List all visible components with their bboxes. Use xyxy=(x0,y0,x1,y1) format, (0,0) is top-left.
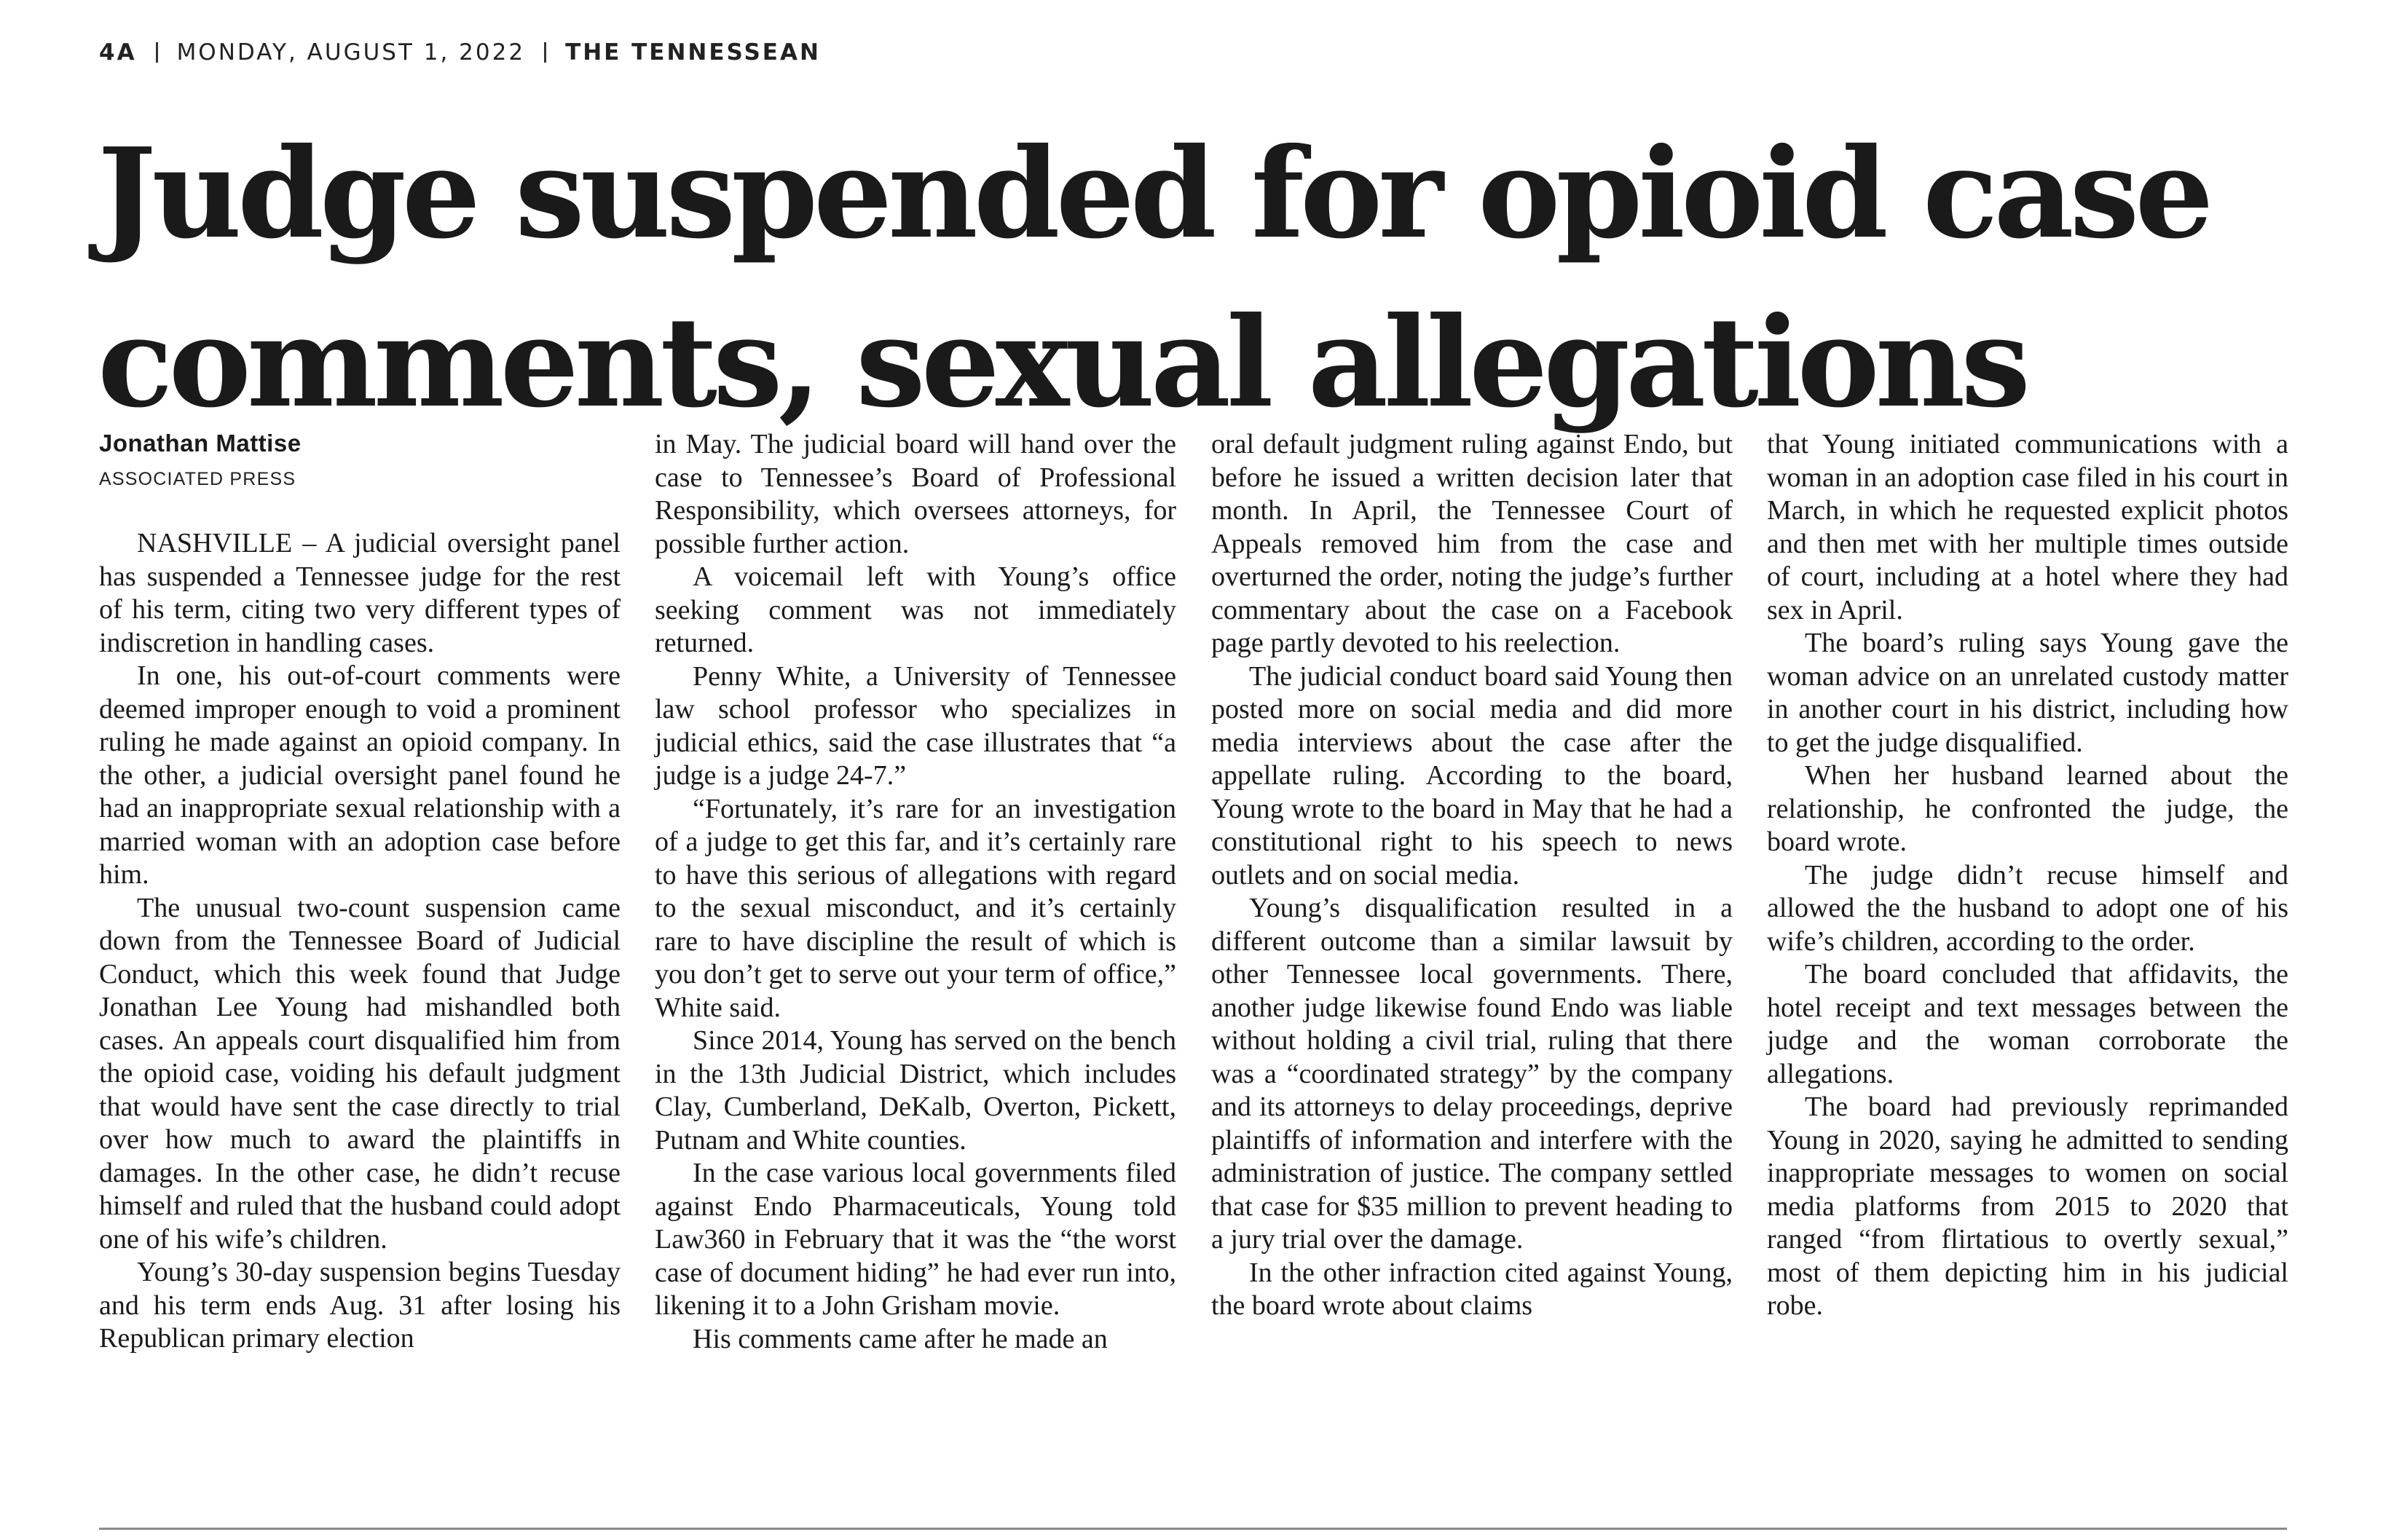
article-paragraph: The judge didn’t recuse himself and allowed the the husband to adopt one of his wife’s children, according to the order. xyxy=(1767,859,2288,957)
page-folio xyxy=(99,36,821,68)
article-paragraph: The board had previously reprimanded Young in 2020, saying he admitted to sending inappropriate messages to women on social media platforms from 2015 to 2020 that ranged “from flirtatious to overtly sexual,” most of them depicting him in his judicial robe. xyxy=(1767,1091,2288,1321)
article-column-1 xyxy=(99,527,621,1356)
article-paragraph: In the other infraction cited against Young, the board wrote about claims xyxy=(1211,1257,1733,1321)
article-paragraph: oral default judgment ruling against Endo, but before he issued a written decision later that month. In April, the Tennessee Court of Appeals removed him from the case and overturned the order, noting the judge’s further commentary about the case on a Facebook page partly devoted to his reelection. xyxy=(1211,429,1733,658)
folio-divider xyxy=(544,42,546,63)
headline-line: Judge suspended for opioid case xyxy=(98,121,2210,266)
article-paragraph: Young’s 30-day suspension begins Tuesday and his term ends Aug. 31 after losing his Republican primary election xyxy=(99,1257,621,1354)
article-paragraph: The board’s ruling says Young gave the woman advice on an unrelated custody matter in another court in his district, including how to get the judge disqualified. xyxy=(1767,628,2288,758)
newspaper-name: THE TENNESSEAN xyxy=(565,39,821,66)
article-column-2 xyxy=(655,428,1176,1356)
article-paragraph: Since 2014, Young has served on the bench in the 13th Judicial District, which includes Clay, Cumberland, DeKalb, Overton, Pickett, Putnam and White counties. xyxy=(655,1025,1176,1156)
article-paragraph: that Young initiated communications with a woman in an adoption case filed in his court in March, in which he requested explicit photos and then met with her multiple times outside of court, including at a hotel where they had sex in April. xyxy=(1767,429,2288,625)
byline-author: Jonathan Mattise xyxy=(99,430,302,457)
article-paragraph: In one, his out-of-court comments were deemed improper enough to void a prominent ruling he made against an opioid company. In the other, a judicial oversight panel found he had an inappropriate sexual relationship with a married woman with an adoption case before him. xyxy=(99,660,621,890)
article-paragraph: His comments came after he made an xyxy=(693,1323,1108,1354)
folio-divider xyxy=(156,42,158,63)
article-paragraph: A voicemail left with Young’s office seeking comment was not immediately returned. xyxy=(655,561,1176,658)
article-column-4 xyxy=(1767,428,2288,1323)
article-paragraph: NASHVILLE – A judicial oversight panel has suspended a Tennessee judge for the rest of his term, citing two very different types of indiscretion in handling cases. xyxy=(99,528,621,658)
article-paragraph: Young’s disqualification resulted in a different outcome than a similar lawsuit by other Tennessee local governments. There, another judge likewise found Endo was liable without holding a civil trial, ruling that there was a “coordinated strategy” by the company and its attorneys to delay proceedings, deprive plaintiffs of information and interfere with the administration of justice. The company settled that case for $35 million to prevent heading to a jury trial over the damage. xyxy=(1211,893,1733,1255)
article-paragraph: Penny White, a University of Tennessee law school professor who specializes in judicial ethics, said the case illustrates that “a judge is a judge 24-7.” xyxy=(655,660,1176,791)
byline-organization: ASSOCIATED PRESS xyxy=(99,469,296,489)
headline-line: comments, sexual allegations xyxy=(98,290,2027,435)
article-paragraph: “Fortunately, it’s rare for an investigation of a judge to get this far, and it’s certainly rare to have this serious of allegations with regard to the sexual misconduct, and it’s certainly rare to have discipline the result of which is you don’t get to serve out your term of office,” White said. xyxy=(655,793,1176,1023)
article-paragraph: The board concluded that affidavits, the hotel receipt and text messages between the judge and the woman corroborate the allegations. xyxy=(1767,959,2288,1089)
article-column-3 xyxy=(1211,428,1733,1323)
article-paragraph: In the case various local governments filed against Endo Pharmaceuticals, Young told Law360 in February that it was the “the worst case of document hiding” he had ever run into, likening it to a John Grisham movie. xyxy=(655,1158,1176,1321)
article-paragraph: The unusual two-count suspension came down from the Tennessee Board of Judicial Conduct, which this week found that Judge Jonathan Lee Young had mishandled both cases. An appeals court disqualified him from the opioid case, voiding his default judgment that would have sent the case directly to trial over how much to award the plaintiffs in damages. In the other case, he didn’t recuse himself and ruled that the husband could adopt one of his wife’s children. xyxy=(99,892,621,1255)
article-paragraph: The judicial conduct board said Young then posted more on social media and did more media interviews about the case after the appellate ruling. According to the board, Young wrote to the board in May that he had a constitutional right to his speech to news outlets and on social media. xyxy=(1211,660,1733,891)
page-number: 4A xyxy=(99,39,137,66)
article-headline xyxy=(98,109,2355,447)
article-paragraph: in May. The judicial board will hand over the case to Tennessee’s Board of Professional Responsibility, which oversees attorneys, for possible further action. xyxy=(655,429,1176,559)
bottom-rule xyxy=(99,1528,2287,1530)
article-paragraph: When her husband learned about the relationship, he confronted the judge, the board wrote. xyxy=(1767,760,2288,857)
publication-date: MONDAY, AUGUST 1, 2022 xyxy=(176,39,526,66)
